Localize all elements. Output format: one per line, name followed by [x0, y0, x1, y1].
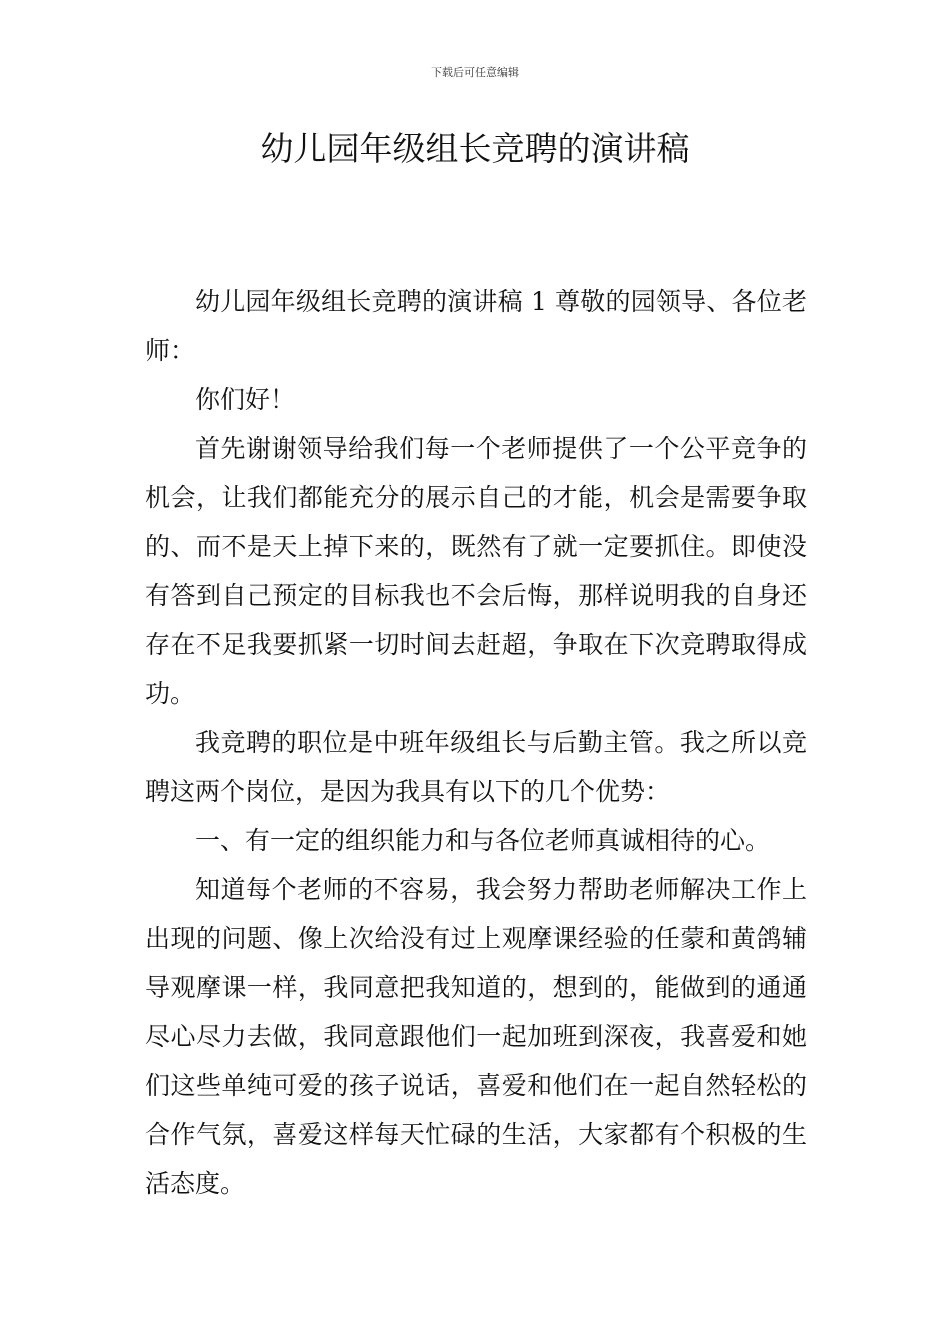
paragraph-strength-detail: 知道每个老师的不容易，我会努力帮助老师解决工作上出现的问题、像上次给没有过上观摩课经验的任蒙和黄鸽辅导观摩课一样，我同意把我知道的，想到的，能做到的通通尽心尽力去做，我同意跟他们一起加班到深夜，我喜爱和她们这些单纯可爱的孩子说话，喜爱和他们在一起自然轻松的合作气氛，喜爱这样每天忙碌的生活，大家都有个积极的生活态度。 [145, 875, 807, 1198]
header-note: 下载后可任意编辑 [431, 66, 519, 79]
paragraph-thanks: 首先谢谢领导给我们每一个老师提供了一个公平竞争的机会，让我们都能充分的展示自己的才能，机会是需要争取的、而不是天上掉下来的，既然有了就一定要抓住。即使没有答到自己预定的目标我也不会后悔，那样说明我的自身还存在不足我要抓紧一切时间去赶超，争取在下次竞聘取得成功。 [145, 434, 807, 708]
paragraph-greeting: 你们好！ [195, 385, 296, 414]
document-title: 幼儿园年级组长竞聘的演讲稿 [260, 129, 690, 168]
document-body [145, 277, 807, 1208]
paragraph-position: 我竞聘的职位是中班年级组长与后勤主管。我之所以竞聘这两个岗位，是因为我具有以下的几个优势： [145, 728, 807, 806]
paragraph-salutation: 幼儿园年级组长竞聘的演讲稿 1 尊敬的园领导、各位老师： [145, 287, 807, 365]
paragraph-strength-one: 一、有一定的组织能力和与各位老师真诚相待的心。 [195, 826, 771, 855]
